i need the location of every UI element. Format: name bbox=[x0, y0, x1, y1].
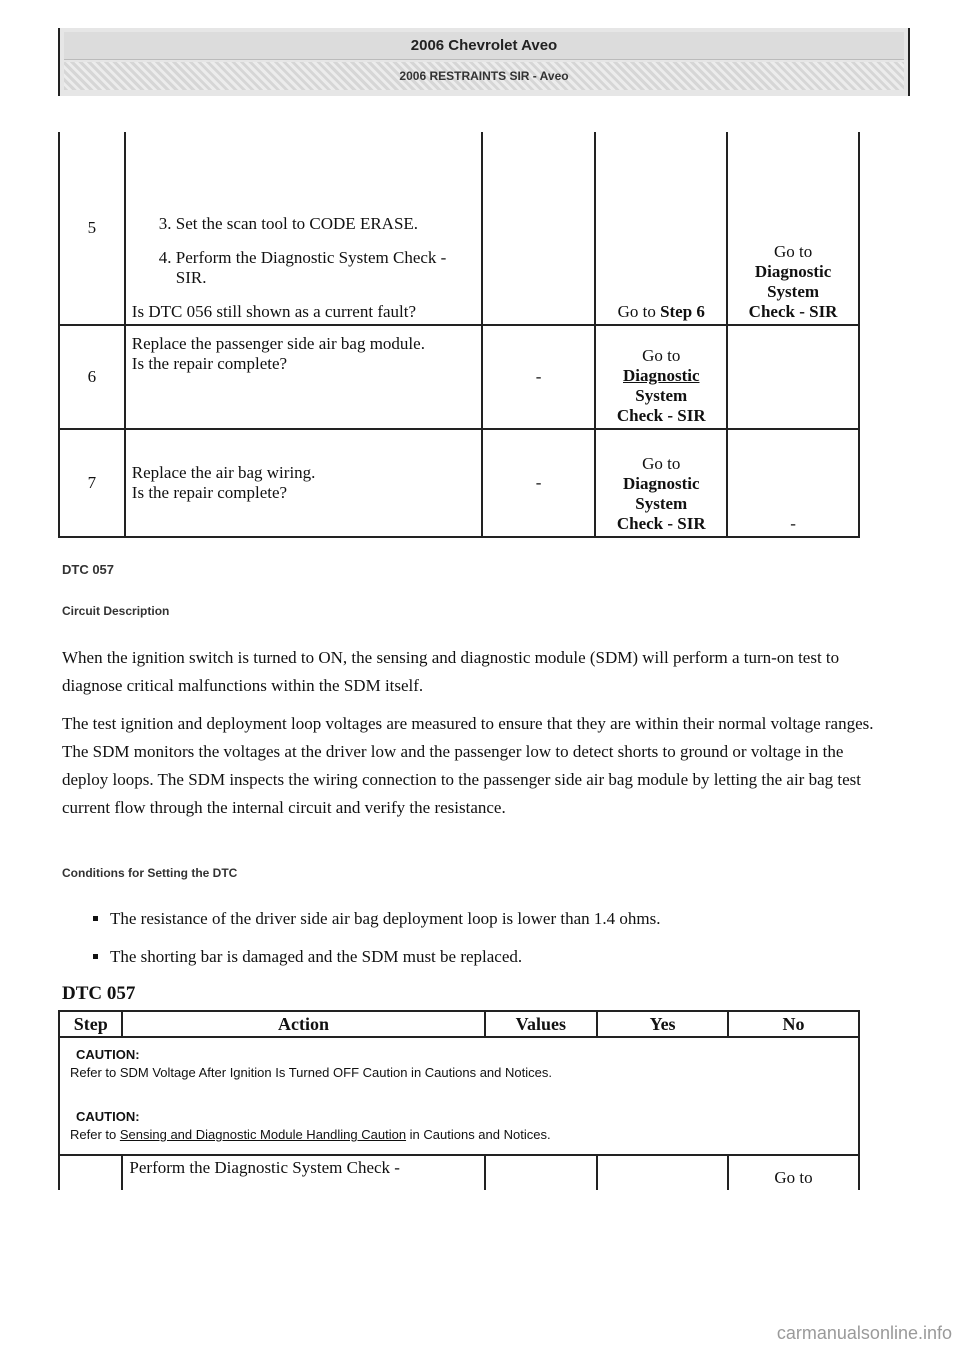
step-cell: 5 bbox=[59, 132, 125, 325]
table-header-row bbox=[59, 1011, 859, 1037]
yes-cell bbox=[597, 1155, 728, 1190]
diagnostic-system-check-link[interactable]: Diagnostic System Check - SIR bbox=[616, 474, 706, 533]
action-cell: Replace the air bag wiring. Is the repair complete? bbox=[125, 429, 482, 537]
table-row bbox=[59, 1155, 859, 1190]
step-cell bbox=[59, 1155, 122, 1190]
list-item: ▪ The shorting bar is damaged and the SDM must be replaced. bbox=[110, 938, 660, 976]
sdm-handling-caution-link[interactable]: Sensing and Diagnostic Module Handling Caution bbox=[119, 1127, 407, 1142]
page-header bbox=[58, 28, 910, 96]
column-header-action: Action bbox=[122, 1011, 484, 1037]
caution-heading: CAUTION: bbox=[76, 1047, 140, 1062]
circuit-description-paragraph-1: When the ignition switch is turned to ON, the sensing and diagnostic module (SDM) will perform a turn-on test to diagnose critical malfunctions within the SDM itself. bbox=[62, 648, 840, 695]
list-item: 3. Set the scan tool to CODE ERASE. bbox=[176, 214, 475, 234]
no-cell: Go to Diagnostic System Check - SIR bbox=[727, 132, 859, 325]
no-cell: - bbox=[727, 429, 859, 537]
step-6-link[interactable]: Step 6 bbox=[660, 302, 705, 321]
action-cell: Perform the Diagnostic System Check - bbox=[122, 1155, 484, 1190]
circuit-description-heading: Circuit Description bbox=[62, 604, 170, 618]
column-header-no: No bbox=[728, 1011, 859, 1037]
header-subtitle: 2006 RESTRAINTS SIR - Aveo bbox=[64, 62, 904, 90]
caution-row bbox=[59, 1037, 859, 1155]
conditions-list bbox=[88, 900, 660, 976]
table-row bbox=[59, 132, 859, 325]
table-row bbox=[59, 325, 859, 429]
diagnostic-system-check-link[interactable]: Diagnostic System Check - SIR bbox=[616, 366, 706, 425]
list-item: ▪ The resistance of the driver side air bag deployment loop is lower than 1.4 ohms. bbox=[110, 900, 660, 938]
circuit-description-paragraph-2: The test ignition and deployment loop voltages are measured to ensure that they are within their normal voltage ranges. The SDM monitors the voltages at the driver low and the passenger low to detect shorts to ground or voltage in the deploy loops. The SDM inspects the wiring connection to the passenger side air bag module by letting the air bag test current flow through the internal circuit and verify the resistance. bbox=[62, 714, 874, 817]
no-cell: Go to bbox=[728, 1155, 859, 1190]
values-cell bbox=[482, 132, 596, 325]
action-question: Is DTC 056 still shown as a current fault? bbox=[131, 302, 417, 321]
conditions-heading: Conditions for Setting the DTC bbox=[62, 866, 238, 880]
list-item: 4. Perform the Diagnostic System Check - SIR. bbox=[176, 248, 475, 288]
action-cell bbox=[125, 132, 482, 325]
watermark: carmanualsonline.info bbox=[776, 1323, 952, 1343]
dtc-heading: DTC 057 bbox=[62, 562, 115, 577]
dtc-056-table-continued bbox=[58, 132, 860, 538]
dtc-057-table-title: DTC 057 bbox=[62, 983, 136, 1004]
caution-text: Refer to Sensing and Diagnostic Module Handling Caution in Cautions and Notices. bbox=[70, 1127, 551, 1142]
column-header-yes: Yes bbox=[597, 1011, 728, 1037]
yes-cell: Go to Diagnostic System Check - SIR bbox=[595, 325, 727, 429]
values-cell: - bbox=[482, 325, 596, 429]
action-cell: Replace the passenger side air bag module. Is the repair complete? bbox=[125, 325, 482, 429]
caution-heading: CAUTION: bbox=[76, 1109, 140, 1124]
diagnostic-system-check-link[interactable]: Diagnostic System Check - SIR bbox=[748, 262, 838, 321]
yes-cell: Go to Diagnostic System Check - SIR bbox=[595, 429, 727, 537]
table-row bbox=[59, 429, 859, 537]
values-cell bbox=[485, 1155, 598, 1190]
caution-cell bbox=[59, 1037, 859, 1155]
step-cell: 7 bbox=[59, 429, 125, 537]
values-cell: - bbox=[482, 429, 596, 537]
dtc-057-table bbox=[58, 1010, 860, 1190]
yes-cell: Go to Step 6 bbox=[595, 132, 727, 325]
action-steps bbox=[132, 214, 475, 288]
header-title: 2006 Chevrolet Aveo bbox=[64, 32, 904, 60]
no-cell bbox=[727, 325, 859, 429]
step-cell: 6 bbox=[59, 325, 125, 429]
column-header-step: Step bbox=[59, 1011, 122, 1037]
caution-text: Refer to SDM Voltage After Ignition Is Turned OFF Caution in Cautions and Notices. bbox=[70, 1065, 552, 1080]
column-header-values: Values bbox=[485, 1011, 598, 1037]
